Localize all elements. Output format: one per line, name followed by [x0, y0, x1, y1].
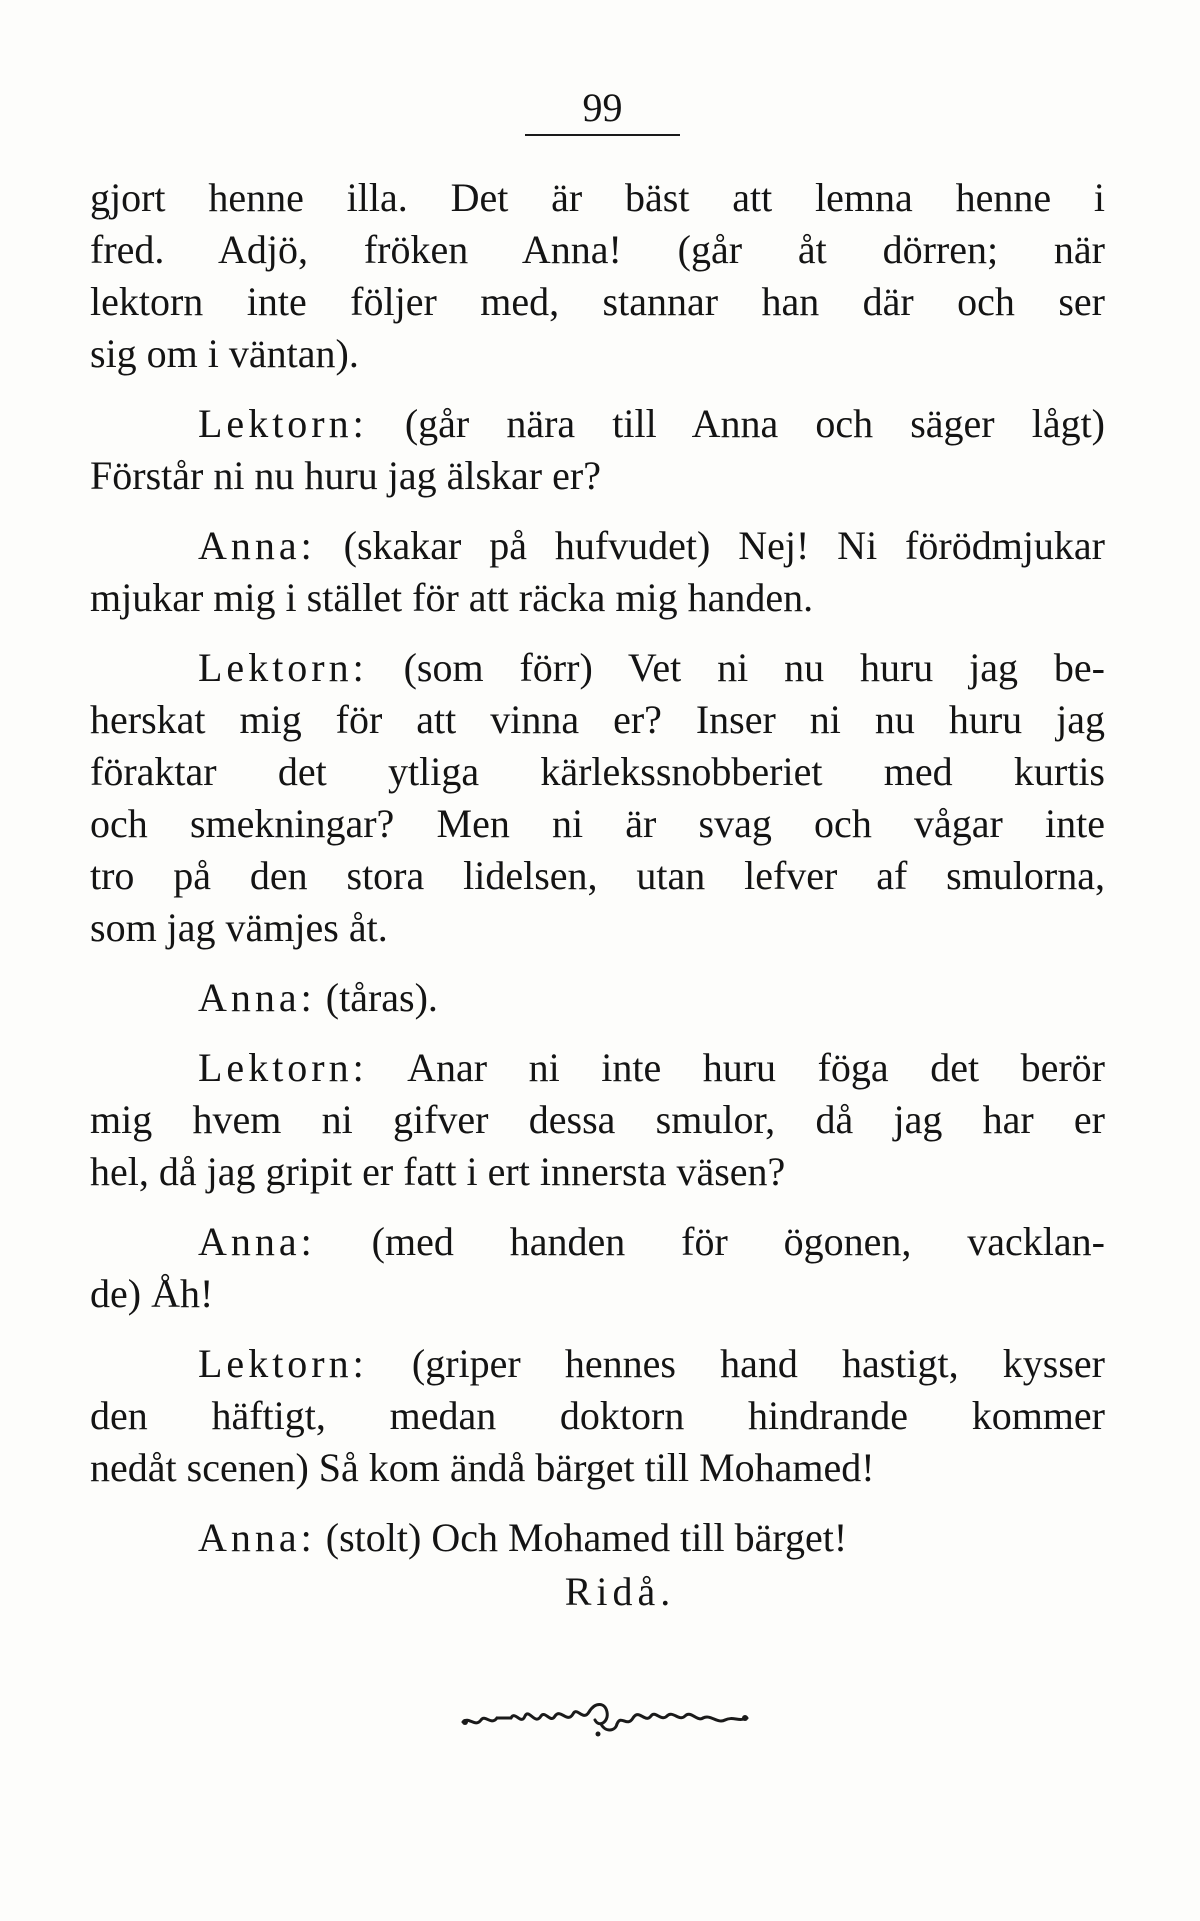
text-line: hel, då jag gripit er fatt i ert innersta väsen? — [90, 1149, 786, 1194]
text-line — [90, 1338, 1105, 1390]
text-line: mjukar mig i stället för att räcka mig handen. — [90, 575, 814, 620]
speaker-name: Lektorn: — [198, 1045, 368, 1090]
paragraph — [90, 520, 1105, 624]
text-line: de) Åh! — [90, 1271, 214, 1316]
speaker-name: Anna: — [198, 1515, 316, 1560]
text-line: föraktar det ytliga kärlekssnobberiet med kurtis — [90, 749, 1105, 794]
page-number: 99 — [525, 84, 680, 136]
text-line: och smekningar? Men ni är svag och vågar inte — [90, 801, 1105, 846]
text-line: herskat mig för att vinna er? Inser ni nu huru jag — [90, 697, 1105, 742]
text-line — [90, 1512, 1105, 1564]
paragraph — [90, 172, 1105, 380]
text-line: lektorn inte följer med, stannar han där och ser — [90, 279, 1105, 324]
text-line: tro på den stora lidelsen, utan lefver af smulorna, — [90, 853, 1105, 898]
speaker-name: Anna: — [198, 523, 316, 568]
text-line — [90, 1042, 1105, 1094]
paragraph — [90, 972, 1105, 1024]
line-text: (stolt) Och Mohamed till bärget! — [325, 1515, 848, 1560]
text-line: sig om i väntan). — [90, 331, 359, 376]
speaker-name: Anna: — [198, 975, 316, 1020]
paragraph — [90, 642, 1105, 954]
decorative-flourish-icon — [455, 1688, 755, 1748]
line-text: (skakar på hufvudet) Nej! Ni förödmjukar — [343, 523, 1105, 568]
speaker-name: Lektorn: — [198, 1341, 368, 1386]
text-line — [90, 1216, 1105, 1268]
text-line: mig hvem ni gifver dessa smulor, då jag har er — [90, 1097, 1105, 1142]
line-text: (går nära till Anna och säger lågt) — [404, 401, 1106, 446]
text-line: fred. Adjö, fröken Anna! (går åt dörren; när — [90, 227, 1105, 272]
text-line — [90, 520, 1105, 572]
paragraph — [90, 398, 1105, 502]
dialogue-text — [90, 172, 1105, 1564]
text-line — [90, 642, 1105, 694]
text-line: gjort henne illa. Det är bäst att lemna henne i — [90, 175, 1105, 220]
paragraph — [90, 1042, 1105, 1198]
line-text: Anar ni inte huru föga det berör — [407, 1045, 1106, 1090]
paragraph — [90, 1216, 1105, 1320]
paragraph — [90, 1338, 1105, 1494]
speaker-name: Anna: — [198, 1219, 316, 1264]
text-line — [90, 972, 1105, 1024]
speaker-name: Lektorn: — [198, 401, 368, 446]
line-text: (som förr) Vet ni nu huru jag be- — [403, 645, 1105, 690]
text-line — [90, 398, 1105, 450]
curtain-closing: Ridå. — [564, 1569, 676, 1614]
text-line: som jag vämjes åt. — [90, 905, 388, 950]
text-line: den häftigt, medan doktorn hindrande kommer — [90, 1393, 1105, 1438]
speaker-name: Lektorn: — [198, 645, 368, 690]
text-line: Förstår ni nu huru jag älskar er? — [90, 453, 601, 498]
line-text: (med handen för ögonen, vacklan- — [371, 1219, 1105, 1264]
paragraph — [90, 1512, 1105, 1564]
text-line: nedåt scenen) Så kom ändå bärget till Mohamed! — [90, 1445, 875, 1490]
line-text: (griper hennes hand hastigt, kysser — [411, 1341, 1106, 1386]
line-text: (tåras). — [325, 975, 438, 1020]
